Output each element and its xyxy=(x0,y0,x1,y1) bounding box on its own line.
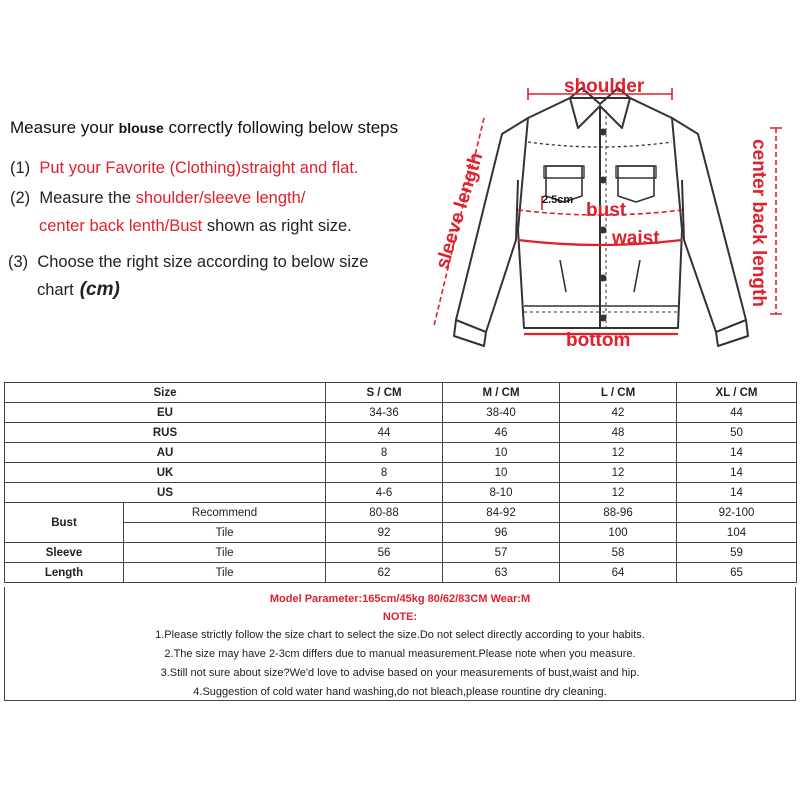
bust-label: bust xyxy=(586,200,627,221)
step-3: (3) Choose the right size according to below size chart (cm) xyxy=(8,253,369,300)
table-row-bust-tile: Tile 92 96 100 104 xyxy=(5,523,797,543)
sleeve-length-label: sleeve length xyxy=(432,150,488,272)
step-2: (2) Measure the shoulder/sleeve length/ center back lenth/Bust shown as right size. xyxy=(10,189,352,235)
notes-panel xyxy=(4,587,796,701)
note-line: 2.The size may have 2-3cm differs due to manual measurement.Please note when you measure. xyxy=(164,648,636,660)
header-m: M / CM xyxy=(443,383,560,403)
bust-label-cell: Bust xyxy=(5,503,124,543)
table-row-rus: RUS 44 46 48 50 xyxy=(5,423,797,443)
offset-label: 2.5cm xyxy=(542,194,574,206)
table-row-length: Length Tile 62 63 64 65 xyxy=(5,563,797,583)
table-row-au: AU 8 10 12 14 xyxy=(5,443,797,463)
unit-label: (cm) xyxy=(79,279,120,300)
garment-word: blouse xyxy=(118,120,164,136)
instructions-heading: Measure your blouse correctly following below steps xyxy=(10,118,399,137)
measure-instructions xyxy=(8,118,450,300)
waist-label: waist xyxy=(612,228,660,249)
note-line: 1.Please strictly follow the size chart to select the size.Do not select directly according to your habits. xyxy=(155,629,645,641)
shoulder-label: shoulder xyxy=(564,76,645,97)
note-line: 4.Suggestion of cold water hand washing,do not bleach,please rountine dry cleaning. xyxy=(193,686,607,698)
header-xl: XL / CM xyxy=(677,383,797,403)
table-row-us: US 4-6 8-10 12 14 xyxy=(5,483,797,503)
table-row-sleeve: Sleeve Tile 56 57 58 59 xyxy=(5,543,797,563)
table-row-eu: EU 34-36 38-40 42 44 xyxy=(5,403,797,423)
jacket-measurement-diagram xyxy=(420,70,800,360)
table-row-bust-recommend: Bust Recommend 80-88 84-92 88-96 92-100 xyxy=(5,503,797,523)
header-size: Size xyxy=(5,383,326,403)
bottom-label: bottom xyxy=(566,330,631,351)
header-l: L / CM xyxy=(560,383,677,403)
model-parameter: Model Parameter:165cm/45kg 80/62/83CM Wear:M xyxy=(269,593,531,605)
table-header-row xyxy=(5,383,797,403)
center-back-length-label: center back length xyxy=(747,139,769,307)
note-title: NOTE: xyxy=(382,611,418,623)
note-line: 3.Still not sure about size?We'd love to advise based on your measurements of bust,waist and hip. xyxy=(160,667,640,679)
header-s: S / CM xyxy=(326,383,443,403)
table-row-uk: UK 8 10 12 14 xyxy=(5,463,797,483)
size-chart-table xyxy=(4,382,797,583)
step-1: (1) Put your Favorite (Clothing)straight and flat. xyxy=(10,159,359,177)
